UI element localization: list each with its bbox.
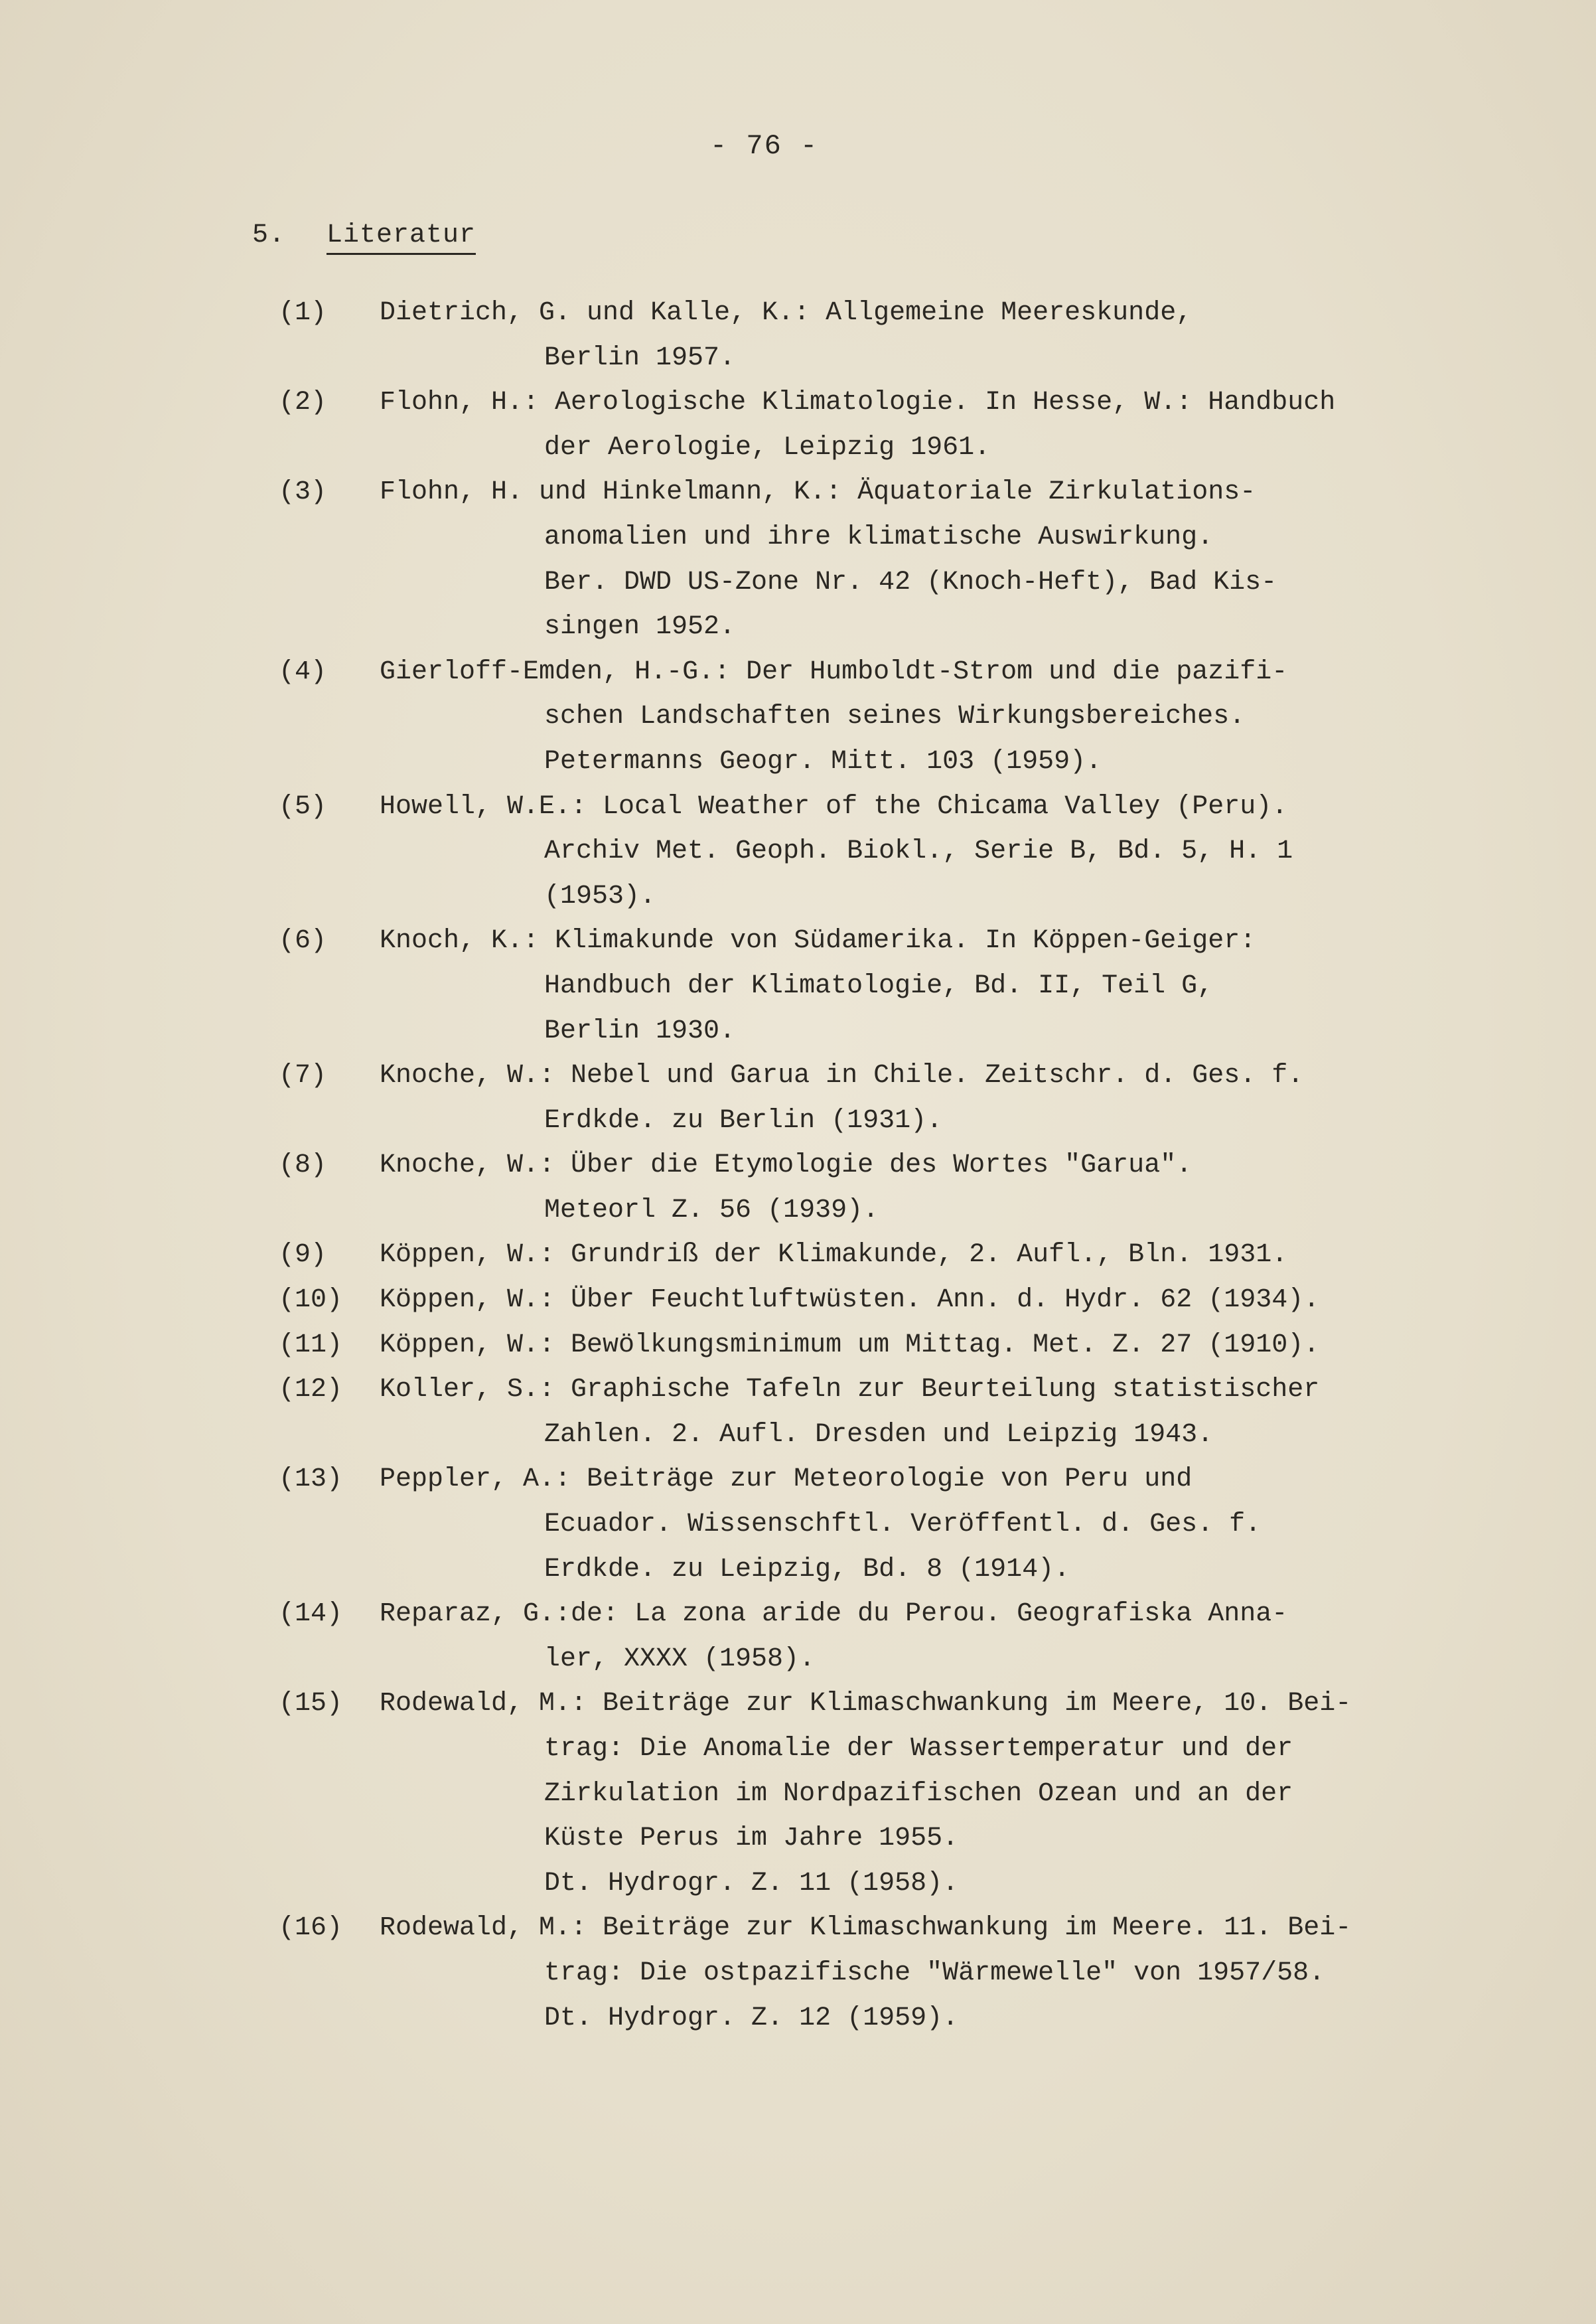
reference-continuation-line: Petermanns Geogr. Mitt. 103 (1959). [544,746,1102,777]
reference-continuation-line: Handbuch der Klimatologie, Bd. II, Teil G, [544,970,1214,1001]
reference-line [0,694,1596,739]
reference-line [0,380,1596,426]
reference-author-line: Reparaz, G.:de: La zona aride du Perou. Geografiska Anna- [380,1599,1288,1630]
reference-line [0,426,1596,471]
section-heading [252,220,476,250]
reference-line [0,1906,1596,1951]
reference-continuation-line: Ber. DWD US-Zone Nr. 42 (Knoch-Heft), Bad Kis- [544,567,1277,597]
reference-line [0,1457,1596,1502]
reference-line [0,1681,1596,1727]
reference-line [0,1233,1596,1278]
reference-continuation-line: der Aerologie, Leipzig 1961. [544,432,991,463]
reference-entry [0,291,1596,380]
reference-list [0,291,1596,2041]
reference-continuation-line: Dt. Hydrogr. Z. 11 (1958). [544,1868,959,1898]
reference-line [0,1592,1596,1637]
reference-entry [0,1592,1596,1681]
reference-continuation-line: Erdkde. zu Leipzig, Bd. 8 (1914). [544,1554,1070,1585]
reference-line [0,605,1596,650]
reference-continuation-line: trag: Die Anomalie der Wassertemperatur und der [544,1734,1293,1764]
reference-author-line: Köppen, W.: Über Feuchtluftwüsten. Ann. d. Hydr. 62 (1934). [380,1285,1320,1316]
reference-line [0,515,1596,560]
reference-line [0,874,1596,919]
reference-entry [0,1143,1596,1233]
reference-number: (8) [279,1150,327,1181]
reference-continuation-line: ler, XXXX (1958). [544,1644,816,1674]
reference-author-line: Köppen, W.: Grundriß der Klimakunde, 2. Aufl., Bln. 1931. [380,1240,1288,1271]
reference-number: (11) [279,1330,343,1360]
reference-continuation-line: schen Landschaften seines Wirkungsbereiches. [544,702,1246,732]
reference-number: (6) [279,926,327,957]
reference-line [0,1547,1596,1592]
reference-continuation-line: Ecuador. Wissenschftl. Veröffentl. d. Ges. f. [544,1510,1262,1540]
page-number: - 76 - [710,130,819,162]
reference-line [0,829,1596,874]
reference-continuation-line: (1953). [544,881,656,911]
reference-entry [0,380,1596,470]
reference-number: (2) [279,388,327,418]
reference-author-line: Knoche, W.: Nebel und Garua in Chile. Zeitschr. d. Ges. f. [380,1061,1304,1091]
reference-continuation-line: Erdkde. zu Berlin (1931). [544,1105,943,1136]
reference-line [0,1278,1596,1323]
reference-line [0,1053,1596,1099]
reference-number: (5) [279,791,327,822]
reference-entry [0,1323,1596,1368]
reference-continuation-line: singen 1952. [544,612,736,643]
reference-entry [0,1681,1596,1906]
reference-continuation-line: Zirkulation im Nordpazifischen Ozean und an der [544,1778,1293,1809]
reference-line [0,650,1596,695]
section-title: Literatur [326,220,476,255]
reference-continuation-line: trag: Die ostpazifische "Wärmewelle" von 1957/58. [544,1958,1325,1988]
reference-entry [0,470,1596,649]
section-number: 5. [252,220,286,250]
reference-line [0,560,1596,605]
reference-number: (7) [279,1061,327,1091]
reference-author-line: Knoche, W.: Über die Etymologie des Wortes "Garua". [380,1150,1193,1181]
reference-number: (12) [279,1375,343,1405]
reference-line [0,1861,1596,1906]
reference-line [0,1323,1596,1368]
reference-entry [0,650,1596,785]
reference-number: (10) [279,1285,343,1316]
reference-number: (16) [279,1913,343,1944]
reference-entry [0,1278,1596,1323]
reference-number: (14) [279,1599,343,1630]
reference-entry [0,1906,1596,2041]
reference-line [0,739,1596,785]
reference-line [0,1951,1596,1996]
reference-line [0,1637,1596,1682]
reference-author-line: Koller, S.: Graphische Tafeln zur Beurteilung statistischer [380,1375,1320,1405]
reference-author-line: Howell, W.E.: Local Weather of the Chicama Valley (Peru). [380,791,1288,822]
reference-line [0,470,1596,515]
reference-line [0,919,1596,964]
reference-continuation-line: Berlin 1930. [544,1016,736,1046]
reference-author-line: Peppler, A.: Beiträge zur Meteorologie von Peru und [380,1464,1193,1495]
reference-author-line: Knoch, K.: Klimakunde von Südamerika. In Köppen-Geiger: [380,926,1256,957]
reference-line [0,1367,1596,1413]
reference-line [0,785,1596,830]
reference-author-line: Flohn, H.: Aerologische Klimatologie. In Hesse, W.: Handbuch [380,388,1336,418]
reference-author-line: Rodewald, M.: Beiträge zur Klimaschwankung im Meere, 10. Bei- [380,1689,1352,1719]
reference-entry [0,785,1596,919]
reference-line [0,964,1596,1009]
reference-line [0,1188,1596,1233]
reference-number: (3) [279,477,327,508]
reference-line [0,1143,1596,1188]
reference-continuation-line: Dt. Hydrogr. Z. 12 (1959). [544,2003,959,2033]
reference-entry [0,1367,1596,1457]
reference-continuation-line: Meteorl Z. 56 (1939). [544,1195,879,1225]
reference-continuation-line: anomalien und ihre klimatische Auswirkung. [544,522,1214,552]
reference-author-line: Rodewald, M.: Beiträge zur Klimaschwankung im Meere. 11. Bei- [380,1913,1352,1944]
reference-author-line: Gierloff-Emden, H.-G.: Der Humboldt-Strom und die pazifi- [380,657,1288,687]
reference-author-line: Flohn, H. und Hinkelmann, K.: Äquatoriale Zirkulations- [380,477,1256,508]
reference-line [0,1816,1596,1861]
reference-line [0,1772,1596,1817]
reference-line [0,1099,1596,1144]
reference-line [0,336,1596,381]
reference-number: (4) [279,657,327,687]
reference-line [0,1727,1596,1772]
reference-continuation-line: Zahlen. 2. Aufl. Dresden und Leipzig 1943. [544,1419,1214,1450]
reference-number: (1) [279,298,327,328]
reference-entry [0,919,1596,1053]
reference-continuation-line: Berlin 1957. [544,343,736,373]
reference-entry [0,1457,1596,1592]
reference-line [0,1502,1596,1547]
reference-number: (13) [279,1464,343,1495]
reference-author-line: Köppen, W.: Bewölkungsminimum um Mittag. Met. Z. 27 (1910). [380,1330,1320,1360]
reference-line [0,1009,1596,1054]
reference-line [0,1996,1596,2041]
reference-line [0,291,1596,336]
reference-author-line: Dietrich, G. und Kalle, K.: Allgemeine Meereskunde, [380,298,1193,328]
reference-continuation-line: Archiv Met. Geoph. Biokl., Serie B, Bd. 5, H. 1 [544,836,1293,867]
reference-line [0,1413,1596,1458]
reference-number: (9) [279,1240,327,1271]
reference-entry [0,1233,1596,1278]
reference-continuation-line: Küste Perus im Jahre 1955. [544,1823,959,1854]
reference-entry [0,1053,1596,1143]
reference-number: (15) [279,1689,343,1719]
